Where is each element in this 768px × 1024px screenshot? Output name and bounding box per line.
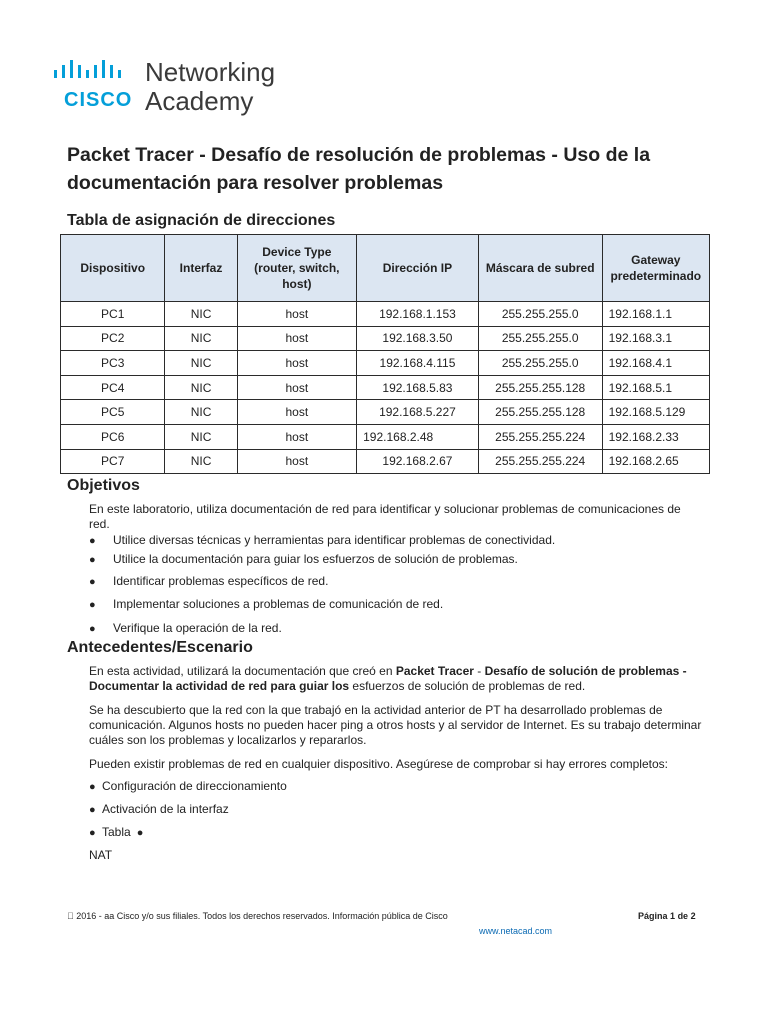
- cell-mask: 255.255.255.0: [478, 302, 602, 327]
- background-paragraph-2: Se ha descubierto que la red con la que trabajó en la actividad anterior de PT ha desarrollado problemas de comunicación. Algunos hosts no pueden hacer ping a otros hosts y al servidor de Internet. Es su trabajo determinar cuáles son los problemas y localizarlos y repararlos.: [89, 703, 702, 747]
- cell-type: host: [237, 375, 357, 400]
- cell-ip: 192.168.2.48: [357, 424, 479, 449]
- cell-device: PC1: [61, 302, 165, 327]
- background-paragraph-3: Pueden existir problemas de red en cualquier dispositivo. Asegúrese de comprobar si hay errores completos:: [89, 757, 668, 771]
- cell-ip: 192.168.5.83: [357, 375, 479, 400]
- cisco-logo: [52, 58, 142, 115]
- bullet-icon: ●: [89, 781, 96, 793]
- footer-url-link[interactable]: www.netacad.com: [479, 926, 553, 936]
- cell-mask: 255.255.255.0: [478, 351, 602, 376]
- list-item: ● Utilice la documentación para guiar los esfuerzos de solución de problemas.: [89, 552, 518, 566]
- col-interface: Interfaz: [165, 235, 237, 302]
- table-header-row: [61, 235, 710, 302]
- cell-mask: 255.255.255.224: [478, 449, 602, 474]
- cell-ip: 192.168.3.50: [357, 326, 479, 351]
- cell-interface: NIC: [165, 302, 237, 327]
- col-device-type: Device Type (router, switch, host): [237, 235, 357, 302]
- cell-gateway: 192.168.4.1: [602, 351, 709, 376]
- bullet-icon: ●: [89, 554, 96, 566]
- cell-gateway: 192.168.2.33: [602, 424, 709, 449]
- logo-line-academy: Academy: [145, 86, 254, 116]
- cell-mask: 255.255.255.128: [478, 400, 602, 425]
- list-item: ● Tabla ●: [89, 825, 144, 839]
- cell-gateway: 192.168.3.1: [602, 326, 709, 351]
- cell-interface: NIC: [165, 375, 237, 400]
- cell-gateway: 192.168.5.1: [602, 375, 709, 400]
- list-item: ● Implementar soluciones a problemas de comunicación de red.: [89, 597, 444, 611]
- cell-ip: 192.168.2.67: [357, 449, 479, 474]
- cell-type: host: [237, 326, 357, 351]
- list-item: ● Verifique la operación de la red.: [89, 621, 282, 635]
- cell-device: PC4: [61, 375, 165, 400]
- cell-ip: 192.168.5.227: [357, 400, 479, 425]
- addressing-table-heading: Tabla de asignación de direcciones: [67, 212, 336, 229]
- col-gateway: Gateway predeterminado: [602, 235, 709, 302]
- cell-type: host: [237, 400, 357, 425]
- table-row: [61, 400, 710, 425]
- objectives-intro: En este laboratorio, utiliza documentación de red para identificar y solucionar problemas de comunicaciones de red.: [89, 502, 681, 531]
- bullet-icon: ●: [89, 827, 96, 839]
- cell-device: PC7: [61, 449, 165, 474]
- cell-interface: NIC: [165, 326, 237, 351]
- col-mask: Máscara de subred: [478, 235, 602, 302]
- cell-device: PC5: [61, 400, 165, 425]
- cell-interface: NIC: [165, 400, 237, 425]
- cell-interface: NIC: [165, 424, 237, 449]
- cell-ip: 192.168.4.115: [357, 351, 479, 376]
- logo-text: [145, 58, 275, 116]
- cell-gateway: 192.168.2.65: [602, 449, 709, 474]
- table-row: [61, 302, 710, 327]
- list-item: ● Configuración de direccionamiento: [89, 779, 287, 793]
- cell-mask: 255.255.255.0: [478, 326, 602, 351]
- table-row: [61, 449, 710, 474]
- table-row: [61, 326, 710, 351]
- cell-mask: 255.255.255.224: [478, 424, 602, 449]
- list-item: ● Identificar problemas específicos de red.: [89, 574, 329, 588]
- table-row: [61, 375, 710, 400]
- bullet-icon: ●: [89, 623, 96, 635]
- page-title: Packet Tracer - Desafío de resolución de problemas - Uso de la documentación para resolver problemas: [67, 144, 651, 194]
- logo-line-networking: Networking: [145, 57, 276, 87]
- bullet-icon: ●: [136, 827, 144, 839]
- cell-type: host: [237, 449, 357, 474]
- bullet-icon: ●: [89, 599, 96, 611]
- bullet-icon: ●: [89, 576, 96, 588]
- cell-mask: 255.255.255.128: [478, 375, 602, 400]
- cell-ip: 192.168.1.153: [357, 302, 479, 327]
- list-item: ● Activación de la interfaz: [89, 802, 229, 816]
- cell-interface: NIC: [165, 351, 237, 376]
- list-item-nat: NAT: [89, 848, 113, 862]
- footer-copyright:   2016 - aa Cisco y/o sus filiales. Todos los derechos reservados. Información pública de Cisco: [67, 911, 448, 921]
- cell-type: host: [237, 351, 357, 376]
- list-item: ● Utilice diversas técnicas y herramientas para identificar problemas de conectividad.: [89, 533, 556, 547]
- table-row: [61, 351, 710, 376]
- cell-gateway: 192.168.1.1: [602, 302, 709, 327]
- bullet-icon: ●: [89, 804, 96, 816]
- col-device: Dispositivo: [61, 235, 165, 302]
- background-heading: Antecedentes/Escenario: [67, 639, 253, 656]
- objectives-heading: Objetivos: [67, 477, 140, 494]
- cell-device: PC6: [61, 424, 165, 449]
- cell-device: PC3: [61, 351, 165, 376]
- addressing-table: [60, 234, 710, 474]
- col-ip: Dirección IP: [357, 235, 479, 302]
- cisco-wordmark: CISCO: [64, 89, 133, 110]
- cell-device: PC2: [61, 326, 165, 351]
- footer-page-number: Página 1 de 2: [638, 911, 696, 921]
- cisco-bridge-icon: [52, 58, 142, 110]
- table-row: [61, 424, 710, 449]
- bullet-icon: ●: [89, 535, 96, 547]
- cell-gateway: 192.168.5.129: [602, 400, 709, 425]
- cell-interface: NIC: [165, 449, 237, 474]
- background-paragraph-1: En esta actividad, utilizará la documentación que creó en Packet Tracer - Desafío de solución de problemas - Documentar la actividad de red para guiar los esfuerzos de solución de problemas de red.: [89, 664, 687, 693]
- cell-type: host: [237, 302, 357, 327]
- cell-type: host: [237, 424, 357, 449]
